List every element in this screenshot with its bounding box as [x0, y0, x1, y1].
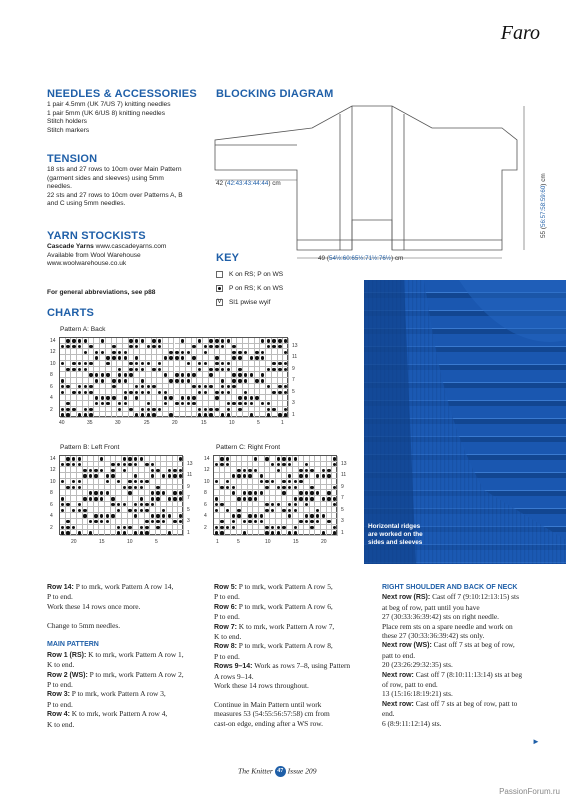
- row-number: 14: [204, 456, 210, 462]
- chart-cell: [332, 530, 338, 536]
- chart-b-grid: [59, 455, 183, 535]
- row-number: 8: [204, 490, 207, 497]
- text-line: these 27 (30:33:36:39:42) sts only.: [382, 631, 485, 641]
- sleeve-width-label: 42 (42:43:43:44:44) cm: [216, 180, 281, 187]
- text-line: P to end.: [47, 592, 73, 602]
- chart-c-title: Pattern C: Right Front: [216, 444, 281, 451]
- stockist-brand: Cascade Yarns: [47, 243, 94, 250]
- chart-c-grid: [213, 455, 337, 535]
- row-number: 9: [292, 365, 295, 372]
- row-number: 1: [187, 529, 190, 536]
- row-number: 4: [50, 513, 53, 520]
- text-line: at beg of row, patt until you have: [382, 602, 480, 612]
- stockist-url[interactable]: www.cascadeyarns.com: [95, 243, 167, 250]
- text-line: [214, 690, 376, 699]
- row-number: 7: [292, 377, 295, 384]
- row-number: 12: [50, 349, 56, 356]
- chart-b-cols: 20 15 10 5: [71, 539, 158, 545]
- watermark: PassionForum.ru: [499, 787, 560, 796]
- text-line: Row 3: P to mrk, work Pattern A row 3,: [47, 689, 166, 699]
- row-number: 6: [50, 501, 53, 508]
- row-number: 4: [50, 395, 53, 402]
- pattern-title: Faro: [500, 22, 540, 44]
- tension-line: (garment sides and sleeves) using 5mm: [47, 174, 164, 182]
- tension-line: 22 sts and 27 rows to 10cm over Patterns A, B: [47, 191, 183, 199]
- text-line: P to end.: [47, 680, 73, 690]
- row-number: 14: [50, 456, 56, 462]
- text-line: K to end.: [214, 632, 242, 642]
- text-line: Row 4: K to mrk, work Pattern A row 4,: [47, 709, 168, 719]
- text-line: P to end.: [214, 651, 240, 661]
- row-number: 11: [292, 354, 298, 361]
- row-number: 10: [50, 478, 56, 485]
- chart-cell: [178, 530, 184, 536]
- chart-a-grid: [59, 337, 288, 417]
- row-number: 3: [187, 518, 190, 525]
- row-number: 5: [292, 388, 295, 395]
- row-number: 9: [187, 483, 190, 490]
- text-line: Place rem sts on a spare needle and work on: [382, 621, 513, 631]
- key-item-purl: P on RS; K on WS: [216, 282, 283, 296]
- text-line: Row 8: P to mrk, work Pattern A row 8,: [214, 641, 333, 651]
- text-column-2: [214, 582, 376, 728]
- text-line: Next row: Cast off 7 (8:10:11:13:14) sts at beg: [382, 669, 523, 679]
- text-line: 6 (8:9:11:12:14) sts.: [382, 718, 442, 728]
- row-number: 9: [341, 483, 344, 490]
- chart-cell: [283, 412, 289, 418]
- stockists-heading: YARN STOCKISTS: [47, 230, 146, 242]
- row-number: 1: [292, 411, 295, 418]
- dot-square-icon: [216, 285, 223, 292]
- chart-a-title: Pattern A: Back: [60, 326, 106, 333]
- row-number: 11: [341, 472, 347, 479]
- continue-arrow-icon: ►: [532, 737, 540, 746]
- length-label: 55 (56:57:58:59:60) cm: [540, 173, 547, 238]
- stockists-section: [47, 230, 217, 269]
- needles-line: 1 pair 5mm (UK 6/US 8) knitting needles: [47, 109, 166, 117]
- tension-section: [47, 153, 217, 209]
- row-number: 1: [341, 529, 344, 536]
- tension-line: and C using 5mm needles.: [47, 200, 126, 208]
- row-number: 8: [50, 372, 53, 379]
- tension-line: needles.: [47, 183, 72, 191]
- text-line: Next row (WS): Cast off 7 sts at beg of row,: [382, 640, 515, 650]
- row-number: 2: [50, 406, 53, 413]
- text-line: RIGHT SHOULDER AND BACK OF NECK: [382, 584, 518, 591]
- row-number: 11: [187, 472, 193, 479]
- text-line: of row, patt to end.: [382, 680, 438, 690]
- row-number: 10: [204, 478, 210, 485]
- row-number: 6: [50, 383, 53, 390]
- needles-line: Stitch holders: [47, 118, 87, 126]
- text-line: P to end.: [214, 612, 240, 622]
- needles-heading: NEEDLES & ACCESSORIES: [47, 88, 197, 100]
- row-number: 12: [50, 467, 56, 474]
- v-square-icon: V: [217, 298, 222, 305]
- text-line: 13 (15:16:18:19:21) sts.: [382, 689, 453, 699]
- text-line: P to end.: [214, 592, 240, 602]
- needles-section: [47, 88, 212, 135]
- chart-a-cols: 40 35 30 25 20 15 10 5 1: [59, 420, 284, 426]
- row-number: 12: [204, 467, 210, 474]
- text-line: Continue in Main Pattern until work: [214, 699, 322, 709]
- tension-line: 18 sts and 27 rows to 10cm over Main Pattern: [47, 166, 182, 173]
- text-line: Next row (RS): Cast off 7 (9:10:12:13:15) sts: [382, 592, 519, 602]
- text-line: patt to end.: [382, 650, 416, 660]
- text-line: Row 6: P to mrk, work Pattern A row 6,: [214, 601, 333, 611]
- row-number: 5: [187, 506, 190, 513]
- hem-width-label: 49 (54½:60:65½:71½:76½) cm: [318, 255, 404, 262]
- key-list: [216, 268, 283, 310]
- page-number: 47: [275, 766, 286, 777]
- text-line: cast-on edge, ending after a WS row.: [214, 718, 323, 728]
- charts-heading: CHARTS: [47, 307, 95, 319]
- text-line: MAIN PATTERN: [47, 641, 99, 649]
- row-number: 13: [187, 461, 193, 467]
- garment-photo: [364, 280, 566, 564]
- text-line: end.: [382, 709, 395, 719]
- row-number: 13: [292, 343, 298, 349]
- row-number: 2: [50, 524, 53, 531]
- photo-caption: Horizontal ridges are worked on the sides and sleeves: [368, 523, 423, 546]
- text-column-3: [382, 582, 546, 728]
- needles-line: Stitch markers: [47, 126, 90, 134]
- page-footer: The Knitter 47 Issue 209: [238, 766, 317, 776]
- key-item-knit: K on RS; P on WS: [216, 268, 283, 282]
- text-line: K to end.: [47, 719, 75, 729]
- text-line: Work these 14 rows throughout.: [214, 681, 309, 691]
- stockist-line: Available from Wool Warehouse: [47, 251, 141, 259]
- row-number: 6: [204, 501, 207, 508]
- text-line: A rows 9–14.: [214, 671, 254, 681]
- text-column-1: [47, 582, 207, 729]
- row-number: 14: [50, 338, 56, 344]
- blocking-heading: BLOCKING DIAGRAM: [216, 88, 334, 100]
- needles-line: 1 pair 4.5mm (UK 7/US 7) knitting needles: [47, 101, 171, 108]
- text-line: measures 53 (54:55:56:57:58) cm from: [214, 709, 330, 719]
- text-line: [47, 630, 207, 639]
- text-line: Row 7: K to mrk, work Pattern A row 7,: [214, 621, 335, 631]
- empty-square-icon: [216, 271, 223, 278]
- text-line: P to end.: [47, 699, 73, 709]
- text-line: 27 (30:33:36:39:42) sts on right needle.: [382, 612, 500, 622]
- row-number: 4: [204, 513, 207, 520]
- text-line: Row 2 (WS): P to mrk, work Pattern A row 2,: [47, 669, 184, 679]
- abbrev-note: For general abbreviations, see p88: [47, 289, 156, 296]
- key-item-slip: V Sl1 pwise wyif: [217, 298, 271, 306]
- sweater-image: [364, 280, 566, 564]
- row-number: 3: [292, 400, 295, 407]
- row-number: 3: [341, 518, 344, 525]
- chart-b-title: Pattern B: Left Front: [60, 444, 120, 451]
- row-number: 13: [341, 461, 347, 467]
- text-line: Next row: Cast off 7 sts at beg of row, patt to: [382, 698, 518, 708]
- text-line: 20 (23:26:29:32:35) sts.: [382, 660, 453, 670]
- chart-c-cols: 1 5 10 15 20: [216, 539, 327, 545]
- text-line: Change to 5mm needles.: [47, 620, 121, 630]
- text-line: Row 1 (RS): K to mrk, work Pattern A row 1,: [47, 649, 184, 659]
- text-line: Row 14: P to mrk, work Pattern A row 14,: [47, 582, 174, 591]
- row-number: 7: [187, 495, 190, 502]
- text-line: [47, 611, 207, 620]
- row-number: 2: [204, 524, 207, 531]
- row-number: 8: [50, 490, 53, 497]
- text-line: Work these 14 rows once more.: [47, 601, 141, 611]
- stockist-link[interactable]: www.woolwarehouse.co.uk: [47, 260, 127, 268]
- key-heading: KEY: [216, 252, 240, 264]
- row-number: 5: [341, 506, 344, 513]
- row-number: 7: [341, 495, 344, 502]
- text-line: Rows 9–14: Work as rows 7–8, using Pattern: [214, 661, 351, 671]
- text-line: Row 5: P to mrk, work Pattern A row 5,: [214, 582, 333, 591]
- text-line: K to end.: [47, 660, 75, 670]
- tension-heading: TENSION: [47, 153, 98, 165]
- row-number: 10: [50, 360, 56, 367]
